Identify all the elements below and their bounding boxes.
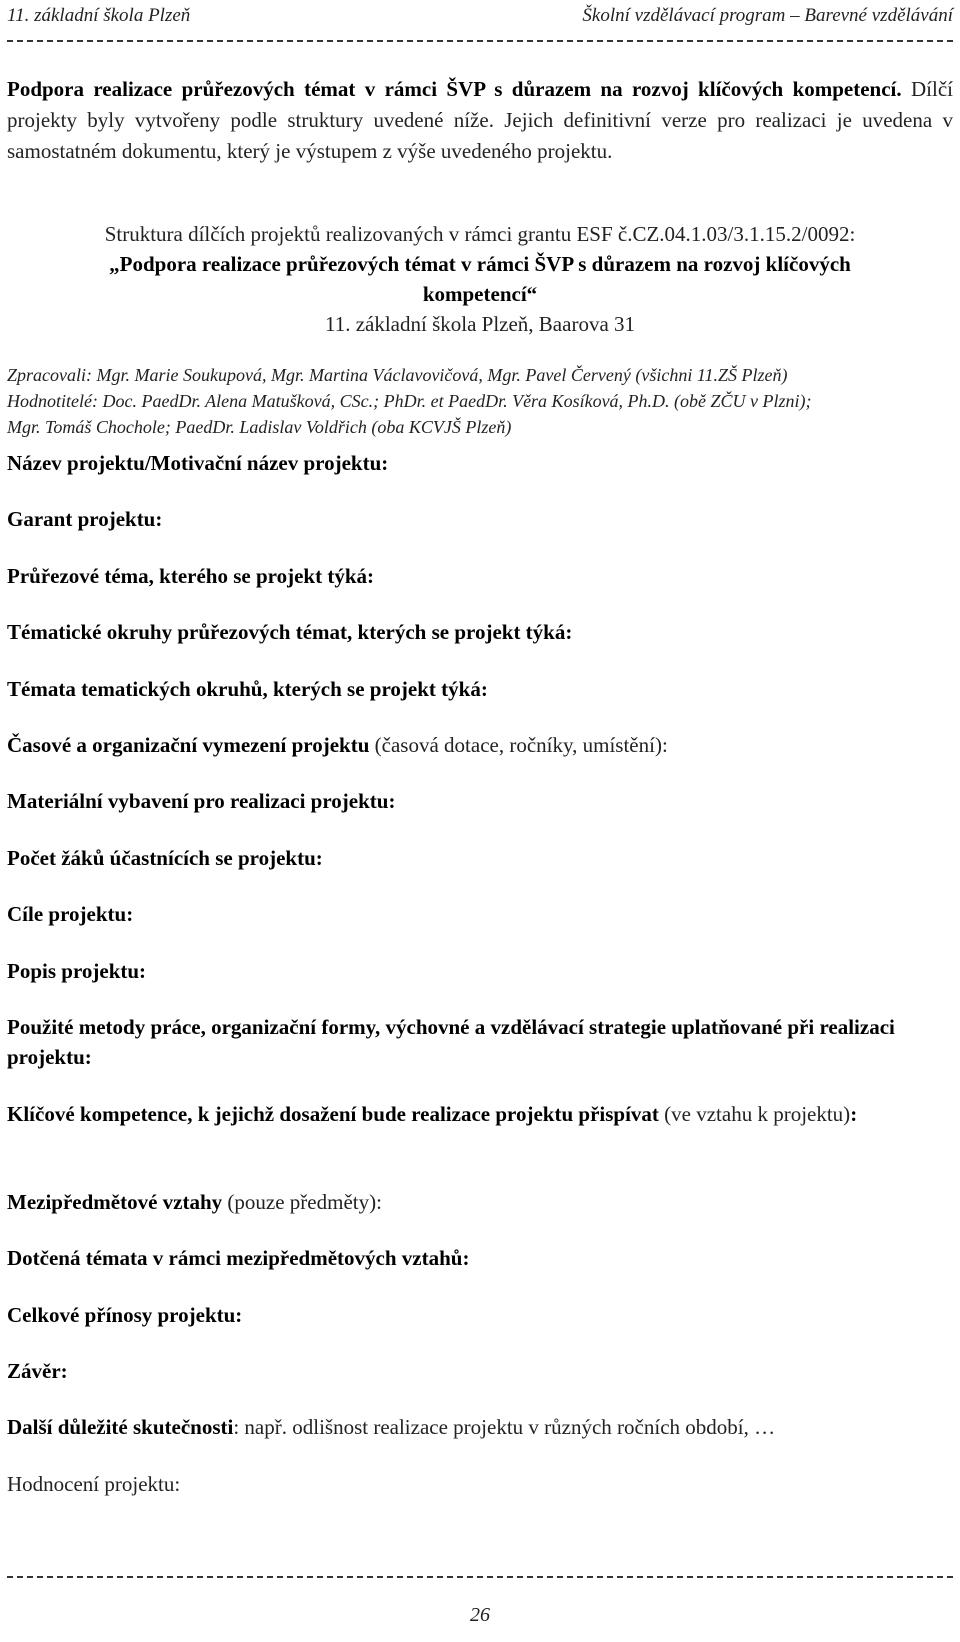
field-other-facts: Další důležité skutečnosti: např. odlišnost realizace projektu v různých ročních období, … bbox=[7, 1415, 776, 1439]
field-description: Popis projektu: bbox=[7, 959, 147, 983]
field-guarantor: Garant projektu: bbox=[7, 507, 163, 531]
credits-reviewers-cont: Mgr. Tomáš Chochole; PaedDr. Ladislav Voldřich (oba KCVJŠ Plzeň) bbox=[7, 417, 512, 437]
field-project-name: Název projektu/Motivační název projektu: bbox=[7, 451, 389, 475]
field-key-competences: Klíčové kompetence, k jejichž dosažení bude realizace projektu přispívat (ve vztahu k projektu): bbox=[7, 1102, 858, 1126]
field-cross-subject: Mezipředmětové vztahy (pouze předměty): bbox=[7, 1190, 382, 1214]
intro-bold: Podpora realizace průřezových témat v rámci ŠVP s důrazem na rozvoj klíčových kompetencí. bbox=[7, 77, 902, 101]
structure-grant-line: Struktura dílčích projektů realizovaných v rámci grantu ESF č.CZ.04.1.03/3.1.15.2/0092: bbox=[104, 222, 856, 246]
intro-text: Dílčí projekty byly vytvořeny podle struktury uvedené níže. Jejich definitivní verze pro realizaci je uvedena v samostatném dokumentu, který je výstupem z výše uvedeného projektu. bbox=[7, 77, 953, 163]
field-cross-topic: Průřezové téma, kterého se projekt týká: bbox=[7, 564, 374, 588]
page-header bbox=[7, 2, 953, 30]
header-school: 11. základní škola Plzeň bbox=[7, 5, 191, 26]
field-topic-areas: Tématické okruhy průřezových témat, kterých se projekt týká: bbox=[7, 620, 573, 644]
field-benefits: Celkové přínosy projektu: bbox=[7, 1303, 243, 1327]
header-program: Školní vzdělávací program – Barevné vzdělávání bbox=[582, 5, 953, 26]
structure-section bbox=[7, 219, 953, 339]
document-page bbox=[7, 0, 953, 1642]
credits-authors: Zpracovali: Mgr. Marie Soukupová, Mgr. Martina Václavovičová, Mgr. Pavel Červený (všichni 11.ZŠ Plzeň) bbox=[7, 365, 788, 385]
field-pupil-count: Počet žáků účastnících se projektu: bbox=[7, 846, 323, 870]
field-materials: Materiální vybavení pro realizaci projektu: bbox=[7, 789, 396, 813]
page-number: 26 bbox=[470, 1604, 490, 1626]
credits-reviewers: Hodnotitelé: Doc. PaedDr. Alena Matušková, CSc.; PhDr. et PaedDr. Věra Kosíková, Ph.D. (obě ZČU v Plzni); bbox=[7, 391, 812, 411]
field-time-organization: Časové a organizační vymezení projektu (časová dotace, ročníky, umístění): bbox=[7, 733, 668, 757]
field-goals: Cíle projektu: bbox=[7, 902, 134, 926]
structure-project-title: „Podpora realizace průřezových témat v rámci ŠVP s důrazem na rozvoj klíčových kompetencí“ bbox=[109, 252, 851, 306]
field-methods: Použité metody práce, organizační formy, výchovné a vzdělávací strategie uplatňované při realizaci projektu: bbox=[7, 1015, 895, 1069]
field-topic-themes: Témata tematických okruhů, kterých se projekt týká: bbox=[7, 677, 488, 701]
credits-section bbox=[7, 362, 953, 440]
field-evaluation: Hodnocení projektu: bbox=[7, 1472, 181, 1496]
field-conclusion: Závěr: bbox=[7, 1359, 68, 1383]
structure-school: 11. základní škola Plzeň, Baarova 31 bbox=[324, 312, 636, 336]
field-affected-topics: Dotčená témata v rámci mezipředmětových vztahů: bbox=[7, 1246, 470, 1270]
header-divider bbox=[7, 40, 953, 42]
footer-divider bbox=[7, 1576, 953, 1578]
intro-paragraph bbox=[7, 74, 953, 167]
